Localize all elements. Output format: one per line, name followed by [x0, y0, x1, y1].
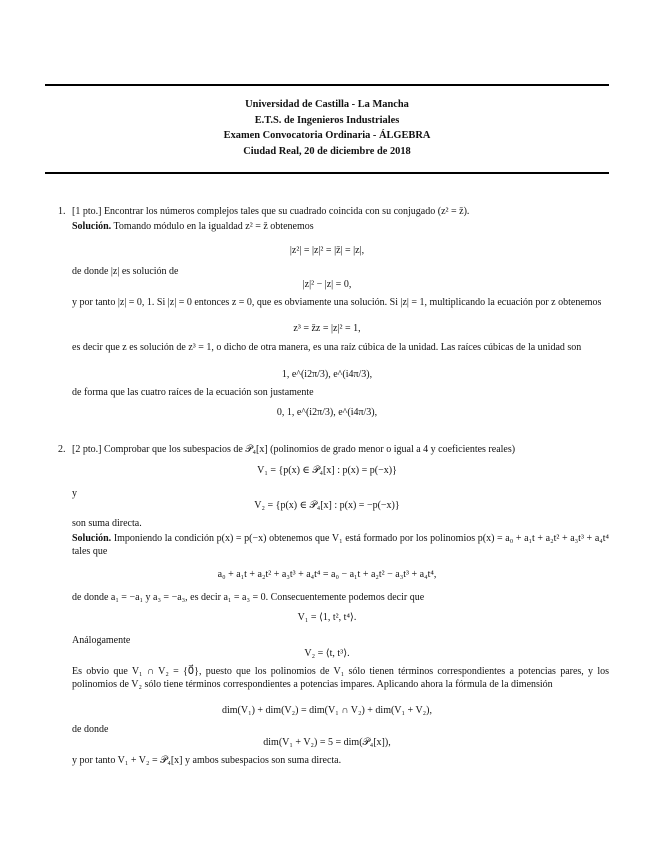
exam-header: [45, 97, 609, 159]
school-name: E.T.S. de Ingenieros Industriales: [254, 114, 400, 126]
exam-date: Ciudad Real, 20 de diciembre de 2018: [243, 145, 411, 157]
solution-label: Solución.: [72, 221, 112, 232]
equation-parity-condition: a₀ + a₁t + a₂t² + a₃t³ + a₄t⁴ = a₀ − a₁t + a₂t² − a₃t³ + a₄t⁴,: [217, 569, 437, 580]
top-rule: [45, 84, 609, 86]
problem-1-solution-intro: [72, 221, 314, 234]
equation-v2-span: V₂ = ⟨t, t³⟩.: [304, 648, 350, 659]
problem-2-text-3: de donde a₁ = −a₁ y a₃ = −a₃, es decir a₁ = a₃ = 0. Consecuentemente podemos decir que: [72, 592, 425, 603]
university-name: Universidad de Castilla - La Mancha: [245, 99, 409, 110]
equation-cube-roots: 1, e^(i2π/3), e^(i4π/3),: [281, 369, 373, 380]
equation-v2-definition: V₂ = {p(x) ∈ 𝒫₄[x] : p(x) = −p(−x)}: [254, 500, 400, 511]
problem-2-statement: [2 pto.] Comprobar que los subespacios de 𝒫₄[x] (polinomios de grado menor o igual a 4 y coeficientes reales): [72, 444, 516, 455]
exam-title: Examen Convocatoria Ordinaria - ÁLGEBRA: [223, 130, 431, 141]
equation-cube: z³ = z̄z = |z|² = 1,: [293, 323, 361, 334]
solution-text: Imponiendo la condición p(x) = p(−x) obtenemos que V₁ está formado por los polinomios p(x) = a₀ + a₁t + a₂t² + a₃t³ + a₄t⁴ tales que: [72, 533, 610, 557]
equation-quadratic: |z|² − |z| = 0,: [302, 279, 352, 290]
problem-2-solution: [72, 533, 609, 558]
solution-intro-text: Tomando módulo en la igualdad z² = z̄ obtenemos: [113, 221, 314, 232]
problem-1-text-3: y por tanto |z| = 0, 1. Si |z| = 0 entonces z = 0, que es obviamente una solución. Si |z| = 1, multiplicando la ecuación por z obtenemos: [72, 297, 602, 308]
problem-1-text-4: es decir que z es solución de z³ = 1, o dicho de otra manera, es una raíz cúbica de la unidad. Las raíces cúbicas de la unidad son: [72, 342, 582, 353]
problem-1-text-2: de donde |z| es solución de: [72, 266, 179, 277]
problem-1-statement: [1 pto.] Encontrar los números complejos tales que su cuadrado coincida con su conjugado (z² = z̄).: [72, 206, 470, 217]
problem-1-number: 1.: [58, 206, 66, 217]
problem-2-direct-sum: son suma directa.: [72, 518, 142, 529]
problem-2-number: 2.: [58, 444, 66, 455]
problem-2-text-5: Es obvio que V₁ ∩ V₂ = {0⃗}, puesto que los polinomios de V₁ sólo tienen términos correspondientes a potencias pares, y los polinomios de V₂ sólo tiene términos correspondientes a potencias impares. Aplicando ahora la fórmula de la dimensión: [72, 666, 609, 690]
equation-v1-span: V₁ = ⟨1, t², t⁴⟩.: [297, 612, 357, 623]
solution-label: Solución.: [72, 533, 112, 544]
bottom-rule: [45, 172, 609, 174]
equation-modulus: |z²| = |z|² = |z̄| = |z|,: [289, 245, 365, 256]
equation-v1-definition: V₁ = {p(x) ∈ 𝒫₄[x] : p(x) = p(−x)}: [257, 465, 397, 476]
equation-four-roots: 0, 1, e^(i2π/3), e^(i4π/3),: [276, 407, 378, 418]
problem-2-text-6: de donde: [72, 724, 109, 735]
problem-2-text-4: Análogamente: [72, 635, 131, 646]
problem-1-text-5: de forma que las cuatro raíces de la ecuación son justamente: [72, 387, 314, 398]
problem-2-connector: y: [72, 488, 77, 499]
equation-dimension-result: dim(V₁ + V₂) = 5 = dim(𝒫₄[x]),: [263, 737, 391, 748]
problem-2-conclusion: y por tanto V₁ + V₂ = 𝒫₄[x] y ambos subespacios son suma directa.: [72, 755, 342, 766]
equation-dimension-formula: dim(V₁) + dim(V₂) = dim(V₁ ∩ V₂) + dim(V₁ + V₂),: [221, 705, 433, 716]
